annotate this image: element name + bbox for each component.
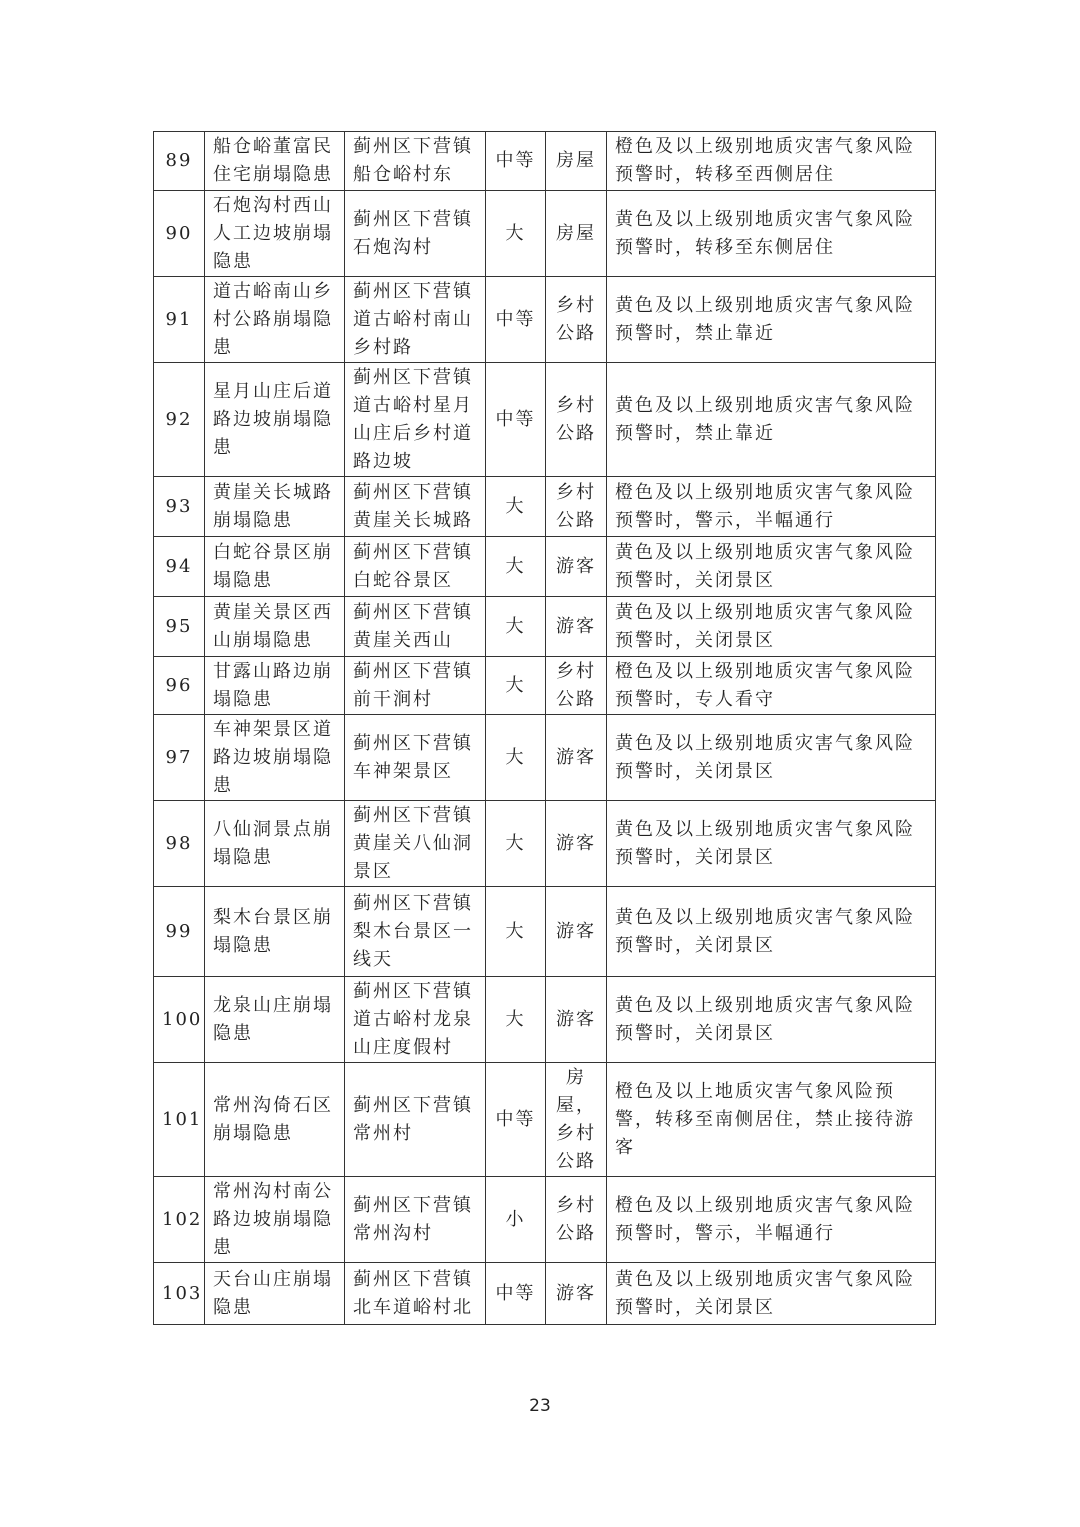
hazard-location-cell: 蓟州区下营镇黄崖关八仙洞景区 (345, 801, 486, 887)
hazard-location-cell: 蓟州区下营镇常州村 (345, 1063, 486, 1177)
prevention-measure-cell: 黄色及以上级别地质灾害气象风险预警时，转移至东侧居住 (607, 191, 936, 277)
hazard-scale-cell: 小 (486, 1177, 546, 1263)
hazard-scale-cell: 中等 (486, 132, 546, 191)
hazard-location-cell: 蓟州区下营镇道古峪村南山乡村路 (345, 277, 486, 363)
threat-object-cell: 房屋 (546, 132, 607, 191)
hazard-name-cell: 道古峪南山乡村公路崩塌隐患 (205, 277, 345, 363)
hazard-name-cell: 黄崖关长城路崩塌隐患 (205, 477, 345, 537)
prevention-measure-cell: 橙色及以上级别地质灾害气象风险预警时，警示，半幅通行 (607, 477, 936, 537)
table-row (154, 477, 936, 537)
threat-object-cell: 乡村公路 (546, 477, 607, 537)
hazard-name-cell: 天台山庄崩塌隐患 (205, 1263, 345, 1325)
hazard-number-cell: 97 (154, 715, 205, 801)
hazard-location-cell: 蓟州区下营镇黄崖关长城路 (345, 477, 486, 537)
threat-object-cell: 房屋 (546, 191, 607, 277)
hazard-name-cell: 车神架景区道路边坡崩塌隐患 (205, 715, 345, 801)
threat-object-cell: 乡村公路 (546, 657, 607, 715)
hazard-number-cell: 98 (154, 801, 205, 887)
hazard-number-cell: 89 (154, 132, 205, 191)
threat-object-cell: 游客 (546, 801, 607, 887)
table-row (154, 977, 936, 1063)
hazard-location-cell: 蓟州区下营镇常州沟村 (345, 1177, 486, 1263)
hazard-name-cell: 梨木台景区崩塌隐患 (205, 887, 345, 977)
table-row (154, 191, 936, 277)
table-row (154, 1263, 936, 1325)
hazard-number-cell: 101 (154, 1063, 205, 1177)
prevention-measure-cell: 橙色及以上级别地质灾害气象风险预警时，专人看守 (607, 657, 936, 715)
prevention-measure-cell: 橙色及以上地质灾害气象风险预警，转移至南侧居住，禁止接待游客 (607, 1063, 936, 1177)
prevention-measure-cell: 黄色及以上级别地质灾害气象风险预警时，关闭景区 (607, 537, 936, 597)
threat-object-cell: 游客 (546, 887, 607, 977)
threat-object-cell: 游客 (546, 1263, 607, 1325)
hazard-name-cell: 黄崖关景区西山崩塌隐患 (205, 597, 345, 657)
table-row (154, 657, 936, 715)
hazard-location-cell: 蓟州区下营镇北车道峪村北 (345, 1263, 486, 1325)
hazard-scale-cell: 大 (486, 977, 546, 1063)
hazard-scale-cell: 大 (486, 597, 546, 657)
table-row (154, 363, 936, 477)
hazard-location-cell: 蓟州区下营镇船仓峪村东 (345, 132, 486, 191)
hazard-location-cell: 蓟州区下营镇白蛇谷景区 (345, 537, 486, 597)
hazard-location-cell: 蓟州区下营镇前干涧村 (345, 657, 486, 715)
prevention-measure-cell: 黄色及以上级别地质灾害气象风险预警时，禁止靠近 (607, 363, 936, 477)
table-row (154, 597, 936, 657)
threat-object-cell: 游客 (546, 537, 607, 597)
threat-object-cell: 房屋，乡村公路 (546, 1063, 607, 1177)
hazard-name-cell: 甘露山路边崩塌隐患 (205, 657, 345, 715)
prevention-measure-cell: 黄色及以上级别地质灾害气象风险预警时，关闭景区 (607, 977, 936, 1063)
prevention-measure-cell: 黄色及以上级别地质灾害气象风险预警时，关闭景区 (607, 801, 936, 887)
hazard-location-cell: 蓟州区下营镇道古峪村星月山庄后乡村道路边坡 (345, 363, 486, 477)
hazard-location-cell: 蓟州区下营镇车神架景区 (345, 715, 486, 801)
hazard-number-cell: 95 (154, 597, 205, 657)
table-row (154, 537, 936, 597)
threat-object-cell: 游客 (546, 977, 607, 1063)
hazard-table (153, 131, 936, 1325)
table-row (154, 801, 936, 887)
hazard-scale-cell: 大 (486, 801, 546, 887)
hazard-scale-cell: 中等 (486, 1063, 546, 1177)
page-number: 23 (529, 1396, 551, 1416)
hazard-number-cell: 102 (154, 1177, 205, 1263)
hazard-number-cell: 93 (154, 477, 205, 537)
hazard-table-body (154, 132, 936, 1325)
threat-object-cell: 乡村公路 (546, 277, 607, 363)
hazard-number-cell: 91 (154, 277, 205, 363)
hazard-location-cell: 蓟州区下营镇梨木台景区一线天 (345, 887, 486, 977)
prevention-measure-cell: 黄色及以上级别地质灾害气象风险预警时，关闭景区 (607, 1263, 936, 1325)
table-row (154, 1177, 936, 1263)
hazard-scale-cell: 大 (486, 191, 546, 277)
hazard-name-cell: 龙泉山庄崩塌隐患 (205, 977, 345, 1063)
hazard-scale-cell: 中等 (486, 277, 546, 363)
hazard-number-cell: 99 (154, 887, 205, 977)
hazard-number-cell: 90 (154, 191, 205, 277)
table-row (154, 132, 936, 191)
table-row (154, 277, 936, 363)
threat-object-cell: 乡村公路 (546, 363, 607, 477)
hazard-name-cell: 船仓峪董富民住宅崩塌隐患 (205, 132, 345, 191)
table-row (154, 887, 936, 977)
hazard-number-cell: 92 (154, 363, 205, 477)
hazard-name-cell: 常州沟村南公路边坡崩塌隐患 (205, 1177, 345, 1263)
threat-object-cell: 乡村公路 (546, 1177, 607, 1263)
hazard-scale-cell: 大 (486, 715, 546, 801)
hazard-name-cell: 八仙洞景点崩塌隐患 (205, 801, 345, 887)
hazard-number-cell: 100 (154, 977, 205, 1063)
prevention-measure-cell: 黄色及以上级别地质灾害气象风险预警时，关闭景区 (607, 887, 936, 977)
hazard-scale-cell: 大 (486, 887, 546, 977)
hazard-scale-cell: 大 (486, 537, 546, 597)
hazard-scale-cell: 大 (486, 657, 546, 715)
prevention-measure-cell: 黄色及以上级别地质灾害气象风险预警时，关闭景区 (607, 597, 936, 657)
threat-object-cell: 游客 (546, 715, 607, 801)
hazard-location-cell: 蓟州区下营镇黄崖关西山 (345, 597, 486, 657)
table-row (154, 715, 936, 801)
hazard-name-cell: 常州沟倚石区崩塌隐患 (205, 1063, 345, 1177)
hazard-location-cell: 蓟州区下营镇石炮沟村 (345, 191, 486, 277)
prevention-measure-cell: 黄色及以上级别地质灾害气象风险预警时，关闭景区 (607, 715, 936, 801)
prevention-measure-cell: 橙色及以上级别地质灾害气象风险预警时，转移至西侧居住 (607, 132, 936, 191)
hazard-scale-cell: 中等 (486, 363, 546, 477)
hazard-location-cell: 蓟州区下营镇道古峪村龙泉山庄度假村 (345, 977, 486, 1063)
hazard-number-cell: 103 (154, 1263, 205, 1325)
prevention-measure-cell: 橙色及以上级别地质灾害气象风险预警时，警示，半幅通行 (607, 1177, 936, 1263)
hazard-scale-cell: 中等 (486, 1263, 546, 1325)
prevention-measure-cell: 黄色及以上级别地质灾害气象风险预警时，禁止靠近 (607, 277, 936, 363)
hazard-name-cell: 白蛇谷景区崩塌隐患 (205, 537, 345, 597)
hazard-scale-cell: 大 (486, 477, 546, 537)
hazard-name-cell: 石炮沟村西山人工边坡崩塌隐患 (205, 191, 345, 277)
hazard-number-cell: 94 (154, 537, 205, 597)
table-row (154, 1063, 936, 1177)
hazard-name-cell: 星月山庄后道路边坡崩塌隐患 (205, 363, 345, 477)
threat-object-cell: 游客 (546, 597, 607, 657)
hazard-number-cell: 96 (154, 657, 205, 715)
